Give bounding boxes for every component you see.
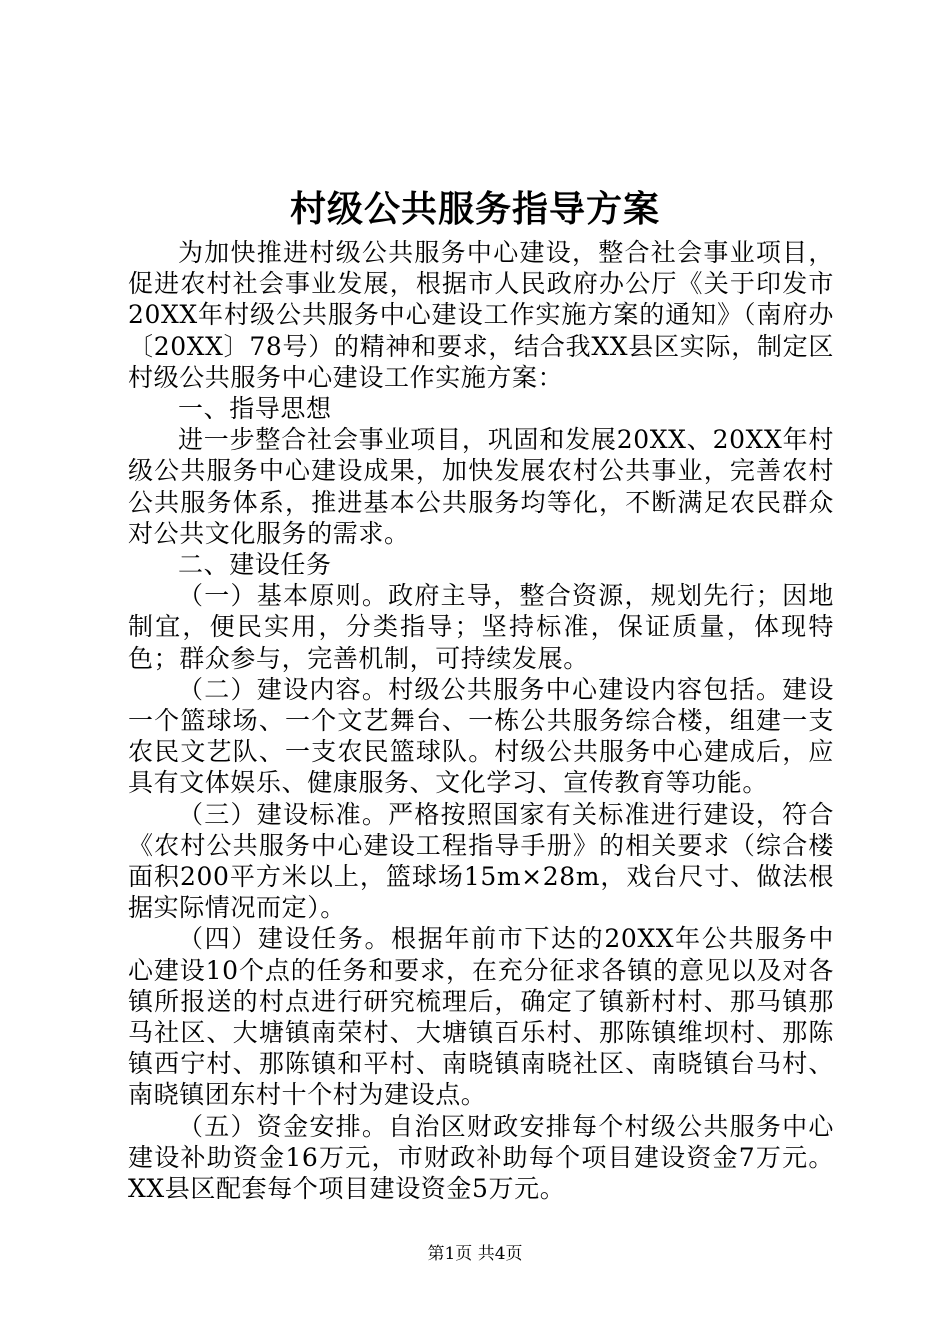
basic-principles-paragraph: （一）基本原则。政府主导，整合资源，规划先行；因地制宜，便民实用，分类指导；坚持标准，保证质量，体现特色；群众参与，完善机制，可持续发展。	[128, 581, 834, 673]
document-body	[128, 237, 834, 1204]
funding-arrangement-paragraph: （五）资金安排。自治区财政安排每个村级公共服务中心建设补助资金16万元，市财政补助每个项目建设资金7万元。XX县区配套每个项目建设资金5万元。	[128, 1111, 834, 1204]
construction-task-paragraph: （四）建设任务。根据年前市下达的20XX年公共服务中心建设10个点的任务和要求，在充分征求各镇的意见以及对各镇所报送的村点进行研究梳理后，确定了镇新村村、那马镇那马社区、大塘镇南荣村、大塘镇百乐村、那陈镇维坝村、那陈镇西宁村、那陈镇和平村、南晓镇南晓社区、南晓镇台马村、南晓镇团东村十个村为建设点。	[128, 924, 834, 1110]
intro-paragraph: 为加快推进村级公共服务中心建设，整合社会事业项目，促进农村社会事业发展，根据市人民政府办公厅《关于印发市20XX年村级公共服务中心建设工作实施方案的通知》（南府办〔20XX〕78号）的精神和要求，结合我XX县区实际，制定区村级公共服务中心建设工作实施方案：	[128, 238, 834, 392]
section-heading-construction-tasks: 二、建设任务	[178, 550, 332, 580]
section-heading-guiding-ideology: 一、指导思想	[178, 394, 332, 424]
construction-content-paragraph: （二）建设内容。村级公共服务中心建设内容包括。建设一个篮球场、一个文艺舞台、一栋公共服务综合楼，组建一支农民文艺队、一支农民篮球队。村级公共服务中心建成后，应具有文体娱乐、健康服务、文化学习、宣传教育等功能。	[128, 674, 834, 798]
page-number-footer: 第1页 共4页	[427, 1244, 523, 1264]
document-title: 村级公共服务指导方案	[289, 188, 660, 230]
construction-standard-paragraph: （三）建设标准。严格按照国家有关标准进行建设，符合《农村公共服务中心建设工程指导手册》的相关要求（综合楼面积200平方米以上，篮球场15m×28m，戏台尺寸、做法根据实际情况而定）。	[128, 799, 834, 923]
guiding-ideology-paragraph: 进一步整合社会事业项目，巩固和发展20XX、20XX年村级公共服务中心建设成果，加快发展农村公共事业，完善农村公共服务体系，推进基本公共服务均等化，不断满足农民群众对公共文化服务的需求。	[128, 425, 834, 548]
